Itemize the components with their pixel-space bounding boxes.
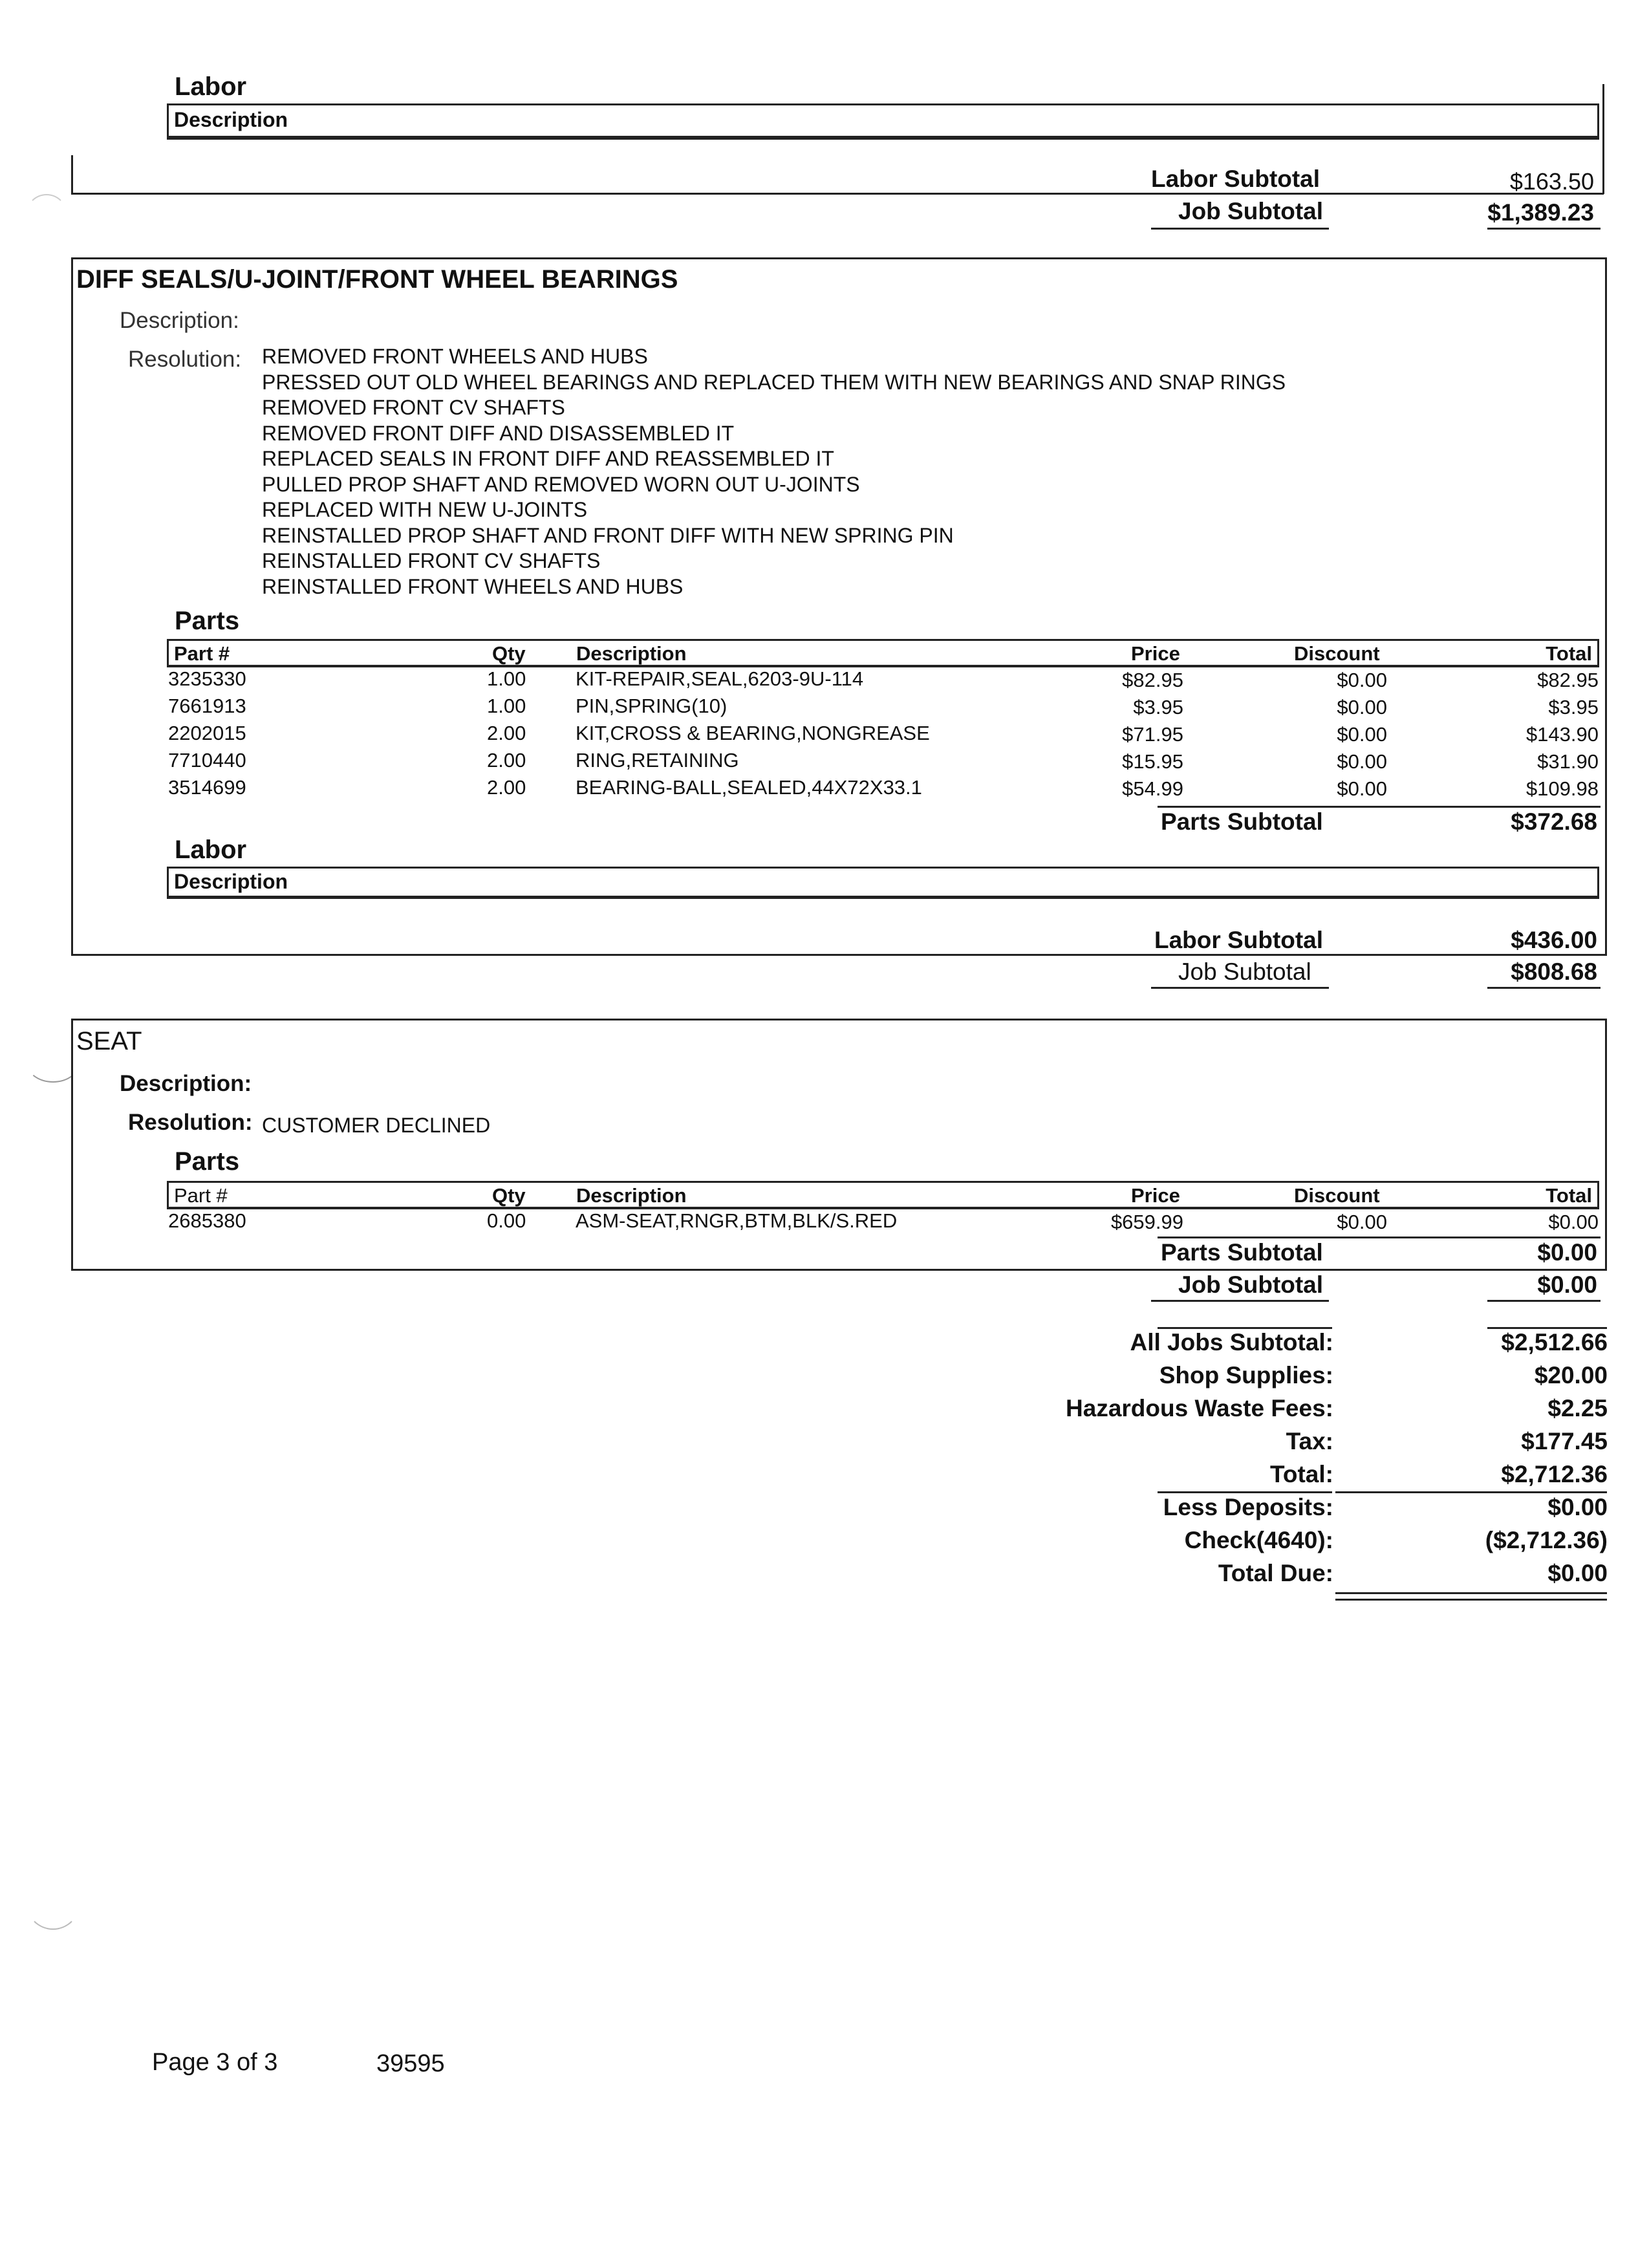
- job2-job-subtotal-underline: [1151, 1300, 1329, 1302]
- summary-label: Tax:: [1286, 1428, 1333, 1454]
- job2-parts-subtotal-label: Parts Subtotal: [1161, 1239, 1323, 1266]
- part-description: RING,RETAINING: [576, 749, 739, 772]
- part-number: 2202015: [168, 722, 246, 744]
- part-qty: 2.00: [487, 749, 526, 772]
- job1-description-label: Description:: [120, 308, 239, 333]
- summary-value: $2.25: [1547, 1395, 1608, 1421]
- page-number: Page 3 of 3: [152, 2049, 278, 2076]
- resolution-line: REMOVED FRONT WHEELS AND HUBS: [262, 345, 648, 368]
- job1-parts-table-header: [167, 639, 1599, 667]
- part-discount: $0.00: [1337, 723, 1387, 746]
- summary-line-total-label: [1158, 1491, 1332, 1493]
- part-total: $143.90: [1525, 723, 1599, 746]
- job1-job-subtotal-label: Job Subtotal: [1178, 958, 1311, 985]
- part-qty: 1.00: [487, 667, 526, 690]
- col-total: Total: [1546, 642, 1592, 665]
- part-price: $71.95: [1122, 723, 1183, 746]
- part-discount: $0.00: [1337, 696, 1387, 718]
- top-right-bracket: [1602, 84, 1604, 194]
- part-total: $31.90: [1537, 750, 1599, 773]
- summary-line-top-value: [1487, 1327, 1607, 1329]
- part-description: KIT-REPAIR,SEAL,6203-9U-114: [576, 667, 864, 690]
- labor-description-label: Description: [174, 108, 288, 131]
- job2-parts-heading: Parts: [175, 1147, 240, 1176]
- col-part: Part #: [174, 642, 230, 665]
- resolution-line: REPLACED SEALS IN FRONT DIFF AND REASSEMBLED IT: [262, 447, 834, 470]
- job1-resolution-text: [262, 344, 1286, 599]
- part-discount: $0.00: [1337, 669, 1387, 691]
- part-price: $54.99: [1122, 777, 1183, 800]
- job1-parts-heading: Parts: [175, 607, 240, 635]
- summary-label: Total Due:: [1218, 1560, 1333, 1586]
- part-qty: 2.00: [487, 776, 526, 799]
- summary-label: All Jobs Subtotal:: [1130, 1329, 1333, 1355]
- col-description: Description: [576, 642, 687, 665]
- resolution-line: REINSTALLED FRONT WHEELS AND HUBS: [262, 574, 684, 598]
- part-total: $0.00: [1548, 1211, 1599, 1233]
- col-price: Price: [1131, 1184, 1180, 1207]
- job1-labor-description-label: Description: [174, 870, 288, 893]
- job2-parts-underline: [1158, 1237, 1600, 1238]
- summary-value: $0.00: [1547, 1494, 1608, 1520]
- part-total: $109.98: [1525, 777, 1599, 800]
- summary-value: $20.00: [1534, 1362, 1608, 1388]
- job1-labor-description-header: [167, 867, 1599, 899]
- part-description: BEARING-BALL,SEALED,44X72X33.1: [576, 776, 922, 799]
- resolution-line: REINSTALLED PROP SHAFT AND FRONT DIFF WITH NEW SPRING PIN: [262, 523, 954, 547]
- scan-hole-mark: [26, 194, 67, 235]
- job2-resolution-label: Resolution:: [128, 1110, 253, 1135]
- part-discount: $0.00: [1337, 1211, 1387, 1233]
- top-section-bottom-line: [71, 193, 1604, 195]
- labor-description-header: [167, 103, 1599, 140]
- part-description: PIN,SPRING(10): [576, 695, 727, 717]
- job2-parts-table-header: [167, 1181, 1599, 1209]
- top-job-subtotal-value: $1,389.23: [1487, 199, 1594, 226]
- part-description: ASM-SEAT,RNGR,BTM,BLK/S.RED: [576, 1209, 898, 1232]
- summary-value: $177.45: [1521, 1428, 1608, 1454]
- job2-job-subtotal-label: Job Subtotal: [1178, 1271, 1324, 1298]
- part-price: $82.95: [1122, 669, 1183, 691]
- part-price: $15.95: [1122, 750, 1183, 773]
- col-price: Price: [1131, 642, 1180, 665]
- part-qty: 1.00: [487, 695, 526, 717]
- scan-hole-mark: [26, 1875, 80, 1930]
- part-qty: 0.00: [487, 1209, 526, 1232]
- summary-label: Hazardous Waste Fees:: [1066, 1395, 1333, 1421]
- job2-job-subtotal-value: $0.00: [1537, 1271, 1597, 1298]
- resolution-line: REMOVED FRONT DIFF AND DISASSEMBLED IT: [262, 421, 735, 445]
- part-total: $3.95: [1548, 696, 1599, 718]
- job1-resolution-label: Resolution:: [128, 347, 242, 372]
- job1-labor-heading: Labor: [175, 836, 247, 864]
- job1-parts-underline: [1158, 806, 1600, 808]
- part-total: $82.95: [1537, 669, 1599, 691]
- summary-value: $2,512.66: [1501, 1329, 1608, 1355]
- summary-value: ($2,712.36): [1485, 1527, 1608, 1553]
- job1-job-subtotal-underline: [1151, 987, 1329, 989]
- job2-title: SEAT: [76, 1027, 142, 1055]
- summary-label: Shop Supplies:: [1159, 1362, 1333, 1388]
- col-qty: Qty: [492, 1184, 526, 1207]
- part-number: 7710440: [168, 749, 246, 772]
- top-job-subtotal-label: Job Subtotal: [1178, 198, 1324, 224]
- resolution-line: PULLED PROP SHAFT AND REMOVED WORN OUT U-JOINTS: [262, 472, 860, 496]
- part-price: $3.95: [1133, 696, 1183, 718]
- job2-job-subtotal-value-underline: [1487, 1300, 1600, 1302]
- summary-line-total-value: [1335, 1491, 1607, 1493]
- summary-double-line-1: [1335, 1592, 1607, 1594]
- job2-resolution-text: CUSTOMER DECLINED: [262, 1114, 491, 1137]
- col-description: Description: [576, 1184, 687, 1207]
- part-discount: $0.00: [1337, 750, 1387, 773]
- job1-job-subtotal-value: $808.68: [1511, 958, 1597, 985]
- summary-double-line-2: [1335, 1599, 1607, 1601]
- job1-labor-subtotal-value: $436.00: [1511, 927, 1597, 953]
- summary-label: Check(4640):: [1184, 1527, 1333, 1553]
- job1-parts-subtotal-value: $372.68: [1511, 808, 1597, 835]
- part-number: 2685380: [168, 1209, 246, 1232]
- resolution-line: REMOVED FRONT CV SHAFTS: [262, 396, 565, 419]
- summary-value: $0.00: [1547, 1560, 1608, 1586]
- col-discount: Discount: [1294, 1184, 1380, 1207]
- part-number: 7661913: [168, 695, 246, 717]
- col-part: Part #: [174, 1184, 228, 1207]
- summary-label: Less Deposits:: [1163, 1494, 1333, 1520]
- part-qty: 2.00: [487, 722, 526, 744]
- resolution-line: REINSTALLED FRONT CV SHAFTS: [262, 549, 601, 572]
- summary-label: Total:: [1270, 1461, 1333, 1487]
- col-total: Total: [1546, 1184, 1592, 1207]
- labor-heading: Labor: [175, 72, 247, 101]
- resolution-line: REPLACED WITH NEW U-JOINTS: [262, 498, 588, 521]
- part-discount: $0.00: [1337, 777, 1387, 800]
- job2-parts-subtotal-value: $0.00: [1537, 1239, 1597, 1266]
- top-job-subtotal-underline: [1151, 228, 1329, 230]
- top-labor-subtotal-value: $163.50: [1509, 168, 1594, 195]
- top-job-subtotal-value-underline: [1487, 228, 1600, 230]
- part-description: KIT,CROSS & BEARING,NONGREASE: [576, 722, 930, 744]
- top-labor-subtotal-label: Labor Subtotal: [1151, 166, 1320, 192]
- job2-description-label: Description:: [120, 1071, 252, 1096]
- job1-parts-subtotal-label: Parts Subtotal: [1161, 808, 1323, 835]
- part-price: $659.99: [1110, 1211, 1183, 1233]
- col-discount: Discount: [1294, 642, 1380, 665]
- resolution-line: PRESSED OUT OLD WHEEL BEARINGS AND REPLACED THEM WITH NEW BEARINGS AND SNAP RINGS: [262, 370, 1286, 394]
- job1-labor-subtotal-label: Labor Subtotal: [1154, 927, 1324, 953]
- summary-line-top-label: [1158, 1327, 1332, 1329]
- summary-value: $2,712.36: [1501, 1461, 1608, 1487]
- col-qty: Qty: [492, 642, 526, 665]
- job1-job-subtotal-value-underline: [1487, 987, 1600, 989]
- part-number: 3514699: [168, 776, 246, 799]
- job1-title: DIFF SEALS/U-JOINT/FRONT WHEEL BEARINGS: [76, 265, 678, 294]
- document-number: 39595: [376, 2050, 445, 2077]
- top-left-bracket: [71, 155, 73, 194]
- part-number: 3235330: [168, 667, 246, 690]
